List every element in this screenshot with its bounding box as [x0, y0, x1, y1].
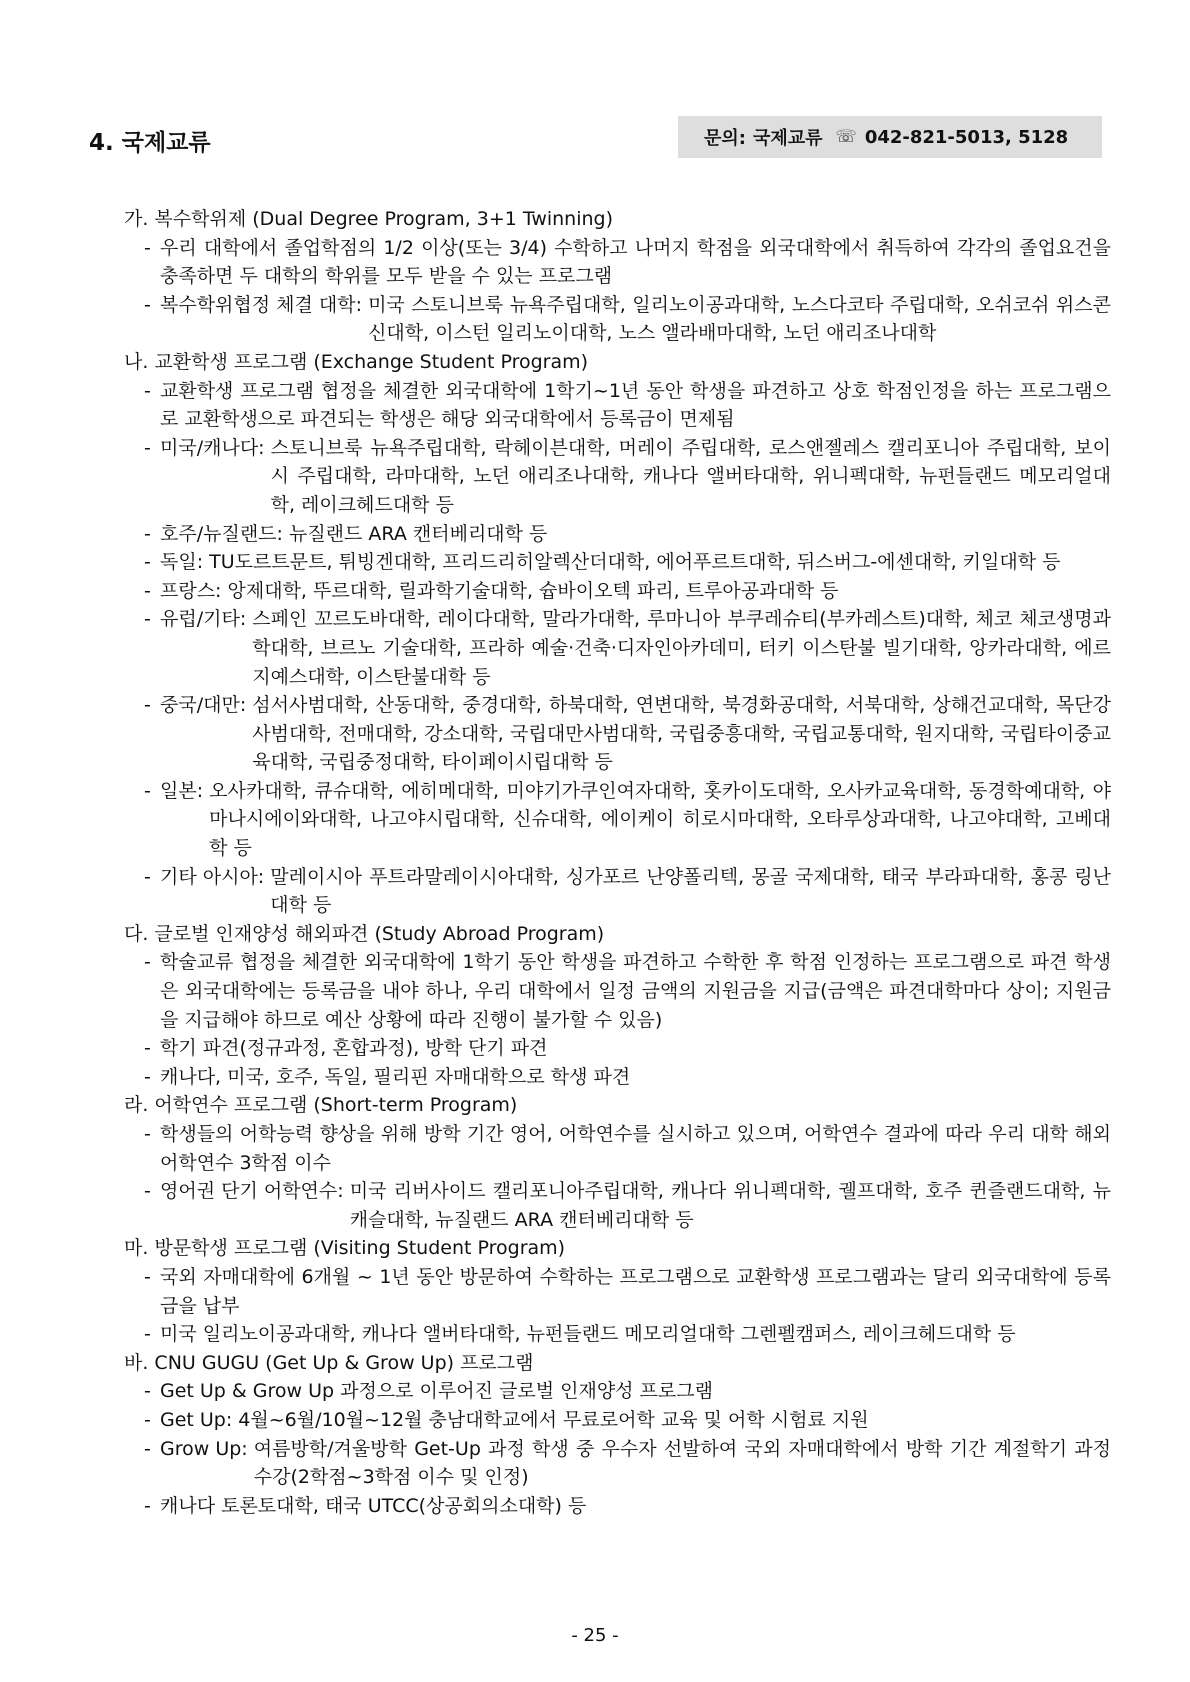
- bullet-item: [124, 1034, 1111, 1063]
- telephone-icon: ☏: [835, 127, 857, 147]
- bullet-item: [124, 1120, 1111, 1177]
- bullet-dash: -: [144, 1037, 151, 1060]
- bullet-item: [124, 1377, 1111, 1406]
- section-title: 다. 글로벌 인재양성 해외파견 (Study Abroad Program): [124, 922, 605, 945]
- bullet-dash: -: [144, 1323, 151, 1346]
- bullet-dash: -: [144, 1494, 151, 1517]
- bullet-dash: -: [144, 436, 151, 459]
- section-title: 바. CNU GUGU (Get Up & Grow Up) 프로그램: [124, 1351, 534, 1374]
- bullet-item: [124, 577, 1111, 606]
- bullet-item: [124, 1406, 1111, 1435]
- bullet-dash: -: [144, 579, 151, 602]
- section: [124, 920, 1111, 1092]
- bullet-item: [124, 291, 1111, 348]
- bullet-text: 캐나다 토론토대학, 태국 UTCC(상공회의소대학) 등: [160, 1494, 587, 1517]
- bullet-item: [124, 434, 1111, 520]
- bullet-value: 말레이시아 푸트라말레이시아대학, 싱가포르 난양폴리텍, 몽골 국제대학, 태국 부라파대학, 홍콩 링난대학 등: [270, 865, 1111, 917]
- bullet-item: [124, 1320, 1111, 1349]
- bullet-dash: -: [144, 522, 151, 545]
- bullet-key: 일본:: [160, 779, 210, 802]
- bullet-dash: -: [144, 951, 151, 974]
- bullet-key: 호주/뉴질랜드:: [160, 522, 289, 545]
- bullet-item: [124, 1492, 1111, 1521]
- section-title: 가. 복수학위제 (Dual Degree Program, 3+1 Twinning): [124, 208, 614, 230]
- bullet-dash: -: [144, 551, 151, 574]
- bullet-key: 유럽/기타:: [160, 608, 253, 631]
- bullet-key: 프랑스:: [160, 579, 228, 602]
- document-body: [124, 205, 1111, 1520]
- section: [124, 1091, 1111, 1234]
- bullet-text: 미국 일리노이공과대학, 캐나다 앨버타대학, 뉴펀들랜드 메모리얼대학 그렌펠캠퍼스, 레이크헤드대학 등: [160, 1323, 1016, 1346]
- bullet-dash: -: [144, 1265, 151, 1288]
- bullet-dash: -: [144, 293, 151, 316]
- bullet-value: 스토니브룩 뉴욕주립대학, 락헤이븐대학, 머레이 주립대학, 로스앤젤레스 캘리포니아 주립대학, 보이시 주립대학, 라마대학, 노던 애리조나대학, 캐나다 앨버타대학, 위니펙대학, 뉴펀들랜드 메모리얼대학, 레이크헤드대학 등: [270, 436, 1111, 516]
- bullet-dash: -: [144, 694, 151, 717]
- bullet-text: 학술교류 협정을 체결한 외국대학에 1학기 동안 학생을 파견하고 수학한 후 학점 인정하는 프로그램으로 파견 학생은 외국대학에는 등록금을 내야 하나, 우리 대학에서 일정 금액의 지원금을 지급(금액은 파견대학마다 상이; 지원금을 지급해야 하므로 예산 상황에 따라 진행이 불가할 수 있음): [160, 951, 1111, 1031]
- bullet-key: 영어권 단기 어학연수:: [160, 1180, 350, 1203]
- bullet-text: 학생들의 어학능력 향상을 위해 방학 기간 영어, 어학연수를 실시하고 있으며, 어학연수 결과에 따라 우리 대학 해외어학연수 3학점 이수: [160, 1123, 1111, 1174]
- bullet-item: [124, 948, 1111, 1034]
- bullet-dash: -: [144, 779, 151, 802]
- contact-phone: 042-821-5013, 5128: [864, 126, 1069, 148]
- bullet-value: 앙제대학, 뚜르대학, 릴과학기술대학, 슙바이오텍 파리, 트루아공과대학 등: [227, 579, 839, 602]
- bullet-item: [124, 1063, 1111, 1092]
- bullet-text: 우리 대학에서 졸업학점의 1/2 이상(또는 3/4) 수학하고 나머지 학점을 외국대학에서 취득하여 각각의 졸업요건을 충족하면 두 대학의 학위를 모두 받을 수 있는 프로그램: [160, 236, 1111, 288]
- bullet-key: 미국/캐나다:: [160, 436, 271, 459]
- page-number: - 25 -: [571, 1625, 619, 1646]
- section: [124, 205, 1111, 348]
- bullet-value: 오사카대학, 큐슈대학, 에히메대학, 미야기가쿠인여자대학, 홋카이도대학, 오사카교육대학, 동경학예대학, 야마나시에이와대학, 나고야시립대학, 신슈대학, 에이케이 히로시마대학, 오타루상과대학, 나고야대학, 고베대학 등: [209, 779, 1111, 860]
- bullet-value: 미국 스토니브룩 뉴욕주립대학, 일리노이공과대학, 노스다코타 주립대학, 오쉬코쉬 위스콘신대학, 이스턴 일리노이대학, 노스 앨라배마대학, 노던 애리조나대학: [368, 293, 1111, 345]
- bullet-item: [124, 863, 1111, 920]
- bullet-item: [124, 234, 1111, 291]
- bullet-item: [124, 1177, 1111, 1234]
- bullet-value: 뉴질랜드 ARA 캔터베리대학 등: [288, 522, 548, 545]
- bullet-key: 중국/대만:: [160, 694, 253, 717]
- bullet-item: [124, 1263, 1111, 1320]
- contact-box: [678, 116, 1102, 158]
- section-title: 라. 어학연수 프로그램 (Short-term Program): [124, 1094, 518, 1117]
- bullet-text: 학기 파견(정규과정, 혼합과정), 방학 단기 파견: [160, 1037, 548, 1060]
- bullet-value: TU도르트문트, 튀빙겐대학, 프리드리히알렉산더대학, 에어푸르트대학, 뒤스버그-에센대학, 키일대학 등: [209, 551, 1061, 574]
- bullet-dash: -: [144, 1123, 151, 1145]
- bullet-item: [124, 605, 1111, 691]
- bullet-key: 기타 아시아:: [160, 865, 271, 888]
- bullet-dash: -: [144, 1065, 151, 1088]
- bullet-value: 여름방학/겨울방학 Get-Up 과정 학생 중 우수자 선발하여 국외 자매대학에서 방학 기간 계절학기 과정 수강(2학점~3학점 이수 및 인정): [253, 1437, 1111, 1489]
- bullet-text: Get Up & Grow Up 과정으로 이루어진 글로벌 인재양성 프로그램: [160, 1380, 713, 1403]
- bullet-dash: -: [144, 1180, 151, 1203]
- bullet-item: [124, 777, 1111, 863]
- section-title: 마. 방문학생 프로그램 (Visiting Student Program): [124, 1237, 566, 1260]
- bullet-text: Get Up: 4월~6월/10월~12월 충남대학교에서 무료로어학 교육 및 어학 시험료 지원: [160, 1408, 869, 1431]
- section-title: 나. 교환학생 프로그램 (Exchange Student Program): [124, 350, 589, 373]
- bullet-text: 국외 자매대학에 6개월 ~ 1년 동안 방문하여 수학하는 프로그램으로 교환학생 프로그램과는 달리 외국대학에 등록금을 납부: [160, 1265, 1111, 1317]
- bullet-item: [124, 520, 1111, 549]
- page-title: 4. 국제교류: [89, 130, 211, 156]
- bullet-item: [124, 1435, 1111, 1492]
- bullet-value: 스페인 꼬르도바대학, 레이다대학, 말라가대학, 루마니아 부쿠레슈티(부카레스트)대학, 체코 체코생명과학대학, 브르노 기술대학, 프라하 예술·건축·디자인아카데미, 터키 이스탄불 빌기대학, 앙카라대학, 에르지예스대학, 이스탄불대학 등: [252, 608, 1111, 688]
- contact-label: 문의:: [704, 128, 746, 149]
- bullet-item: [124, 377, 1111, 434]
- bullet-item: [124, 548, 1111, 577]
- section: [124, 348, 1111, 920]
- bullet-value: 미국 리버사이드 캘리포니아주립대학, 캐나다 위니펙대학, 궬프대학, 호주 퀸즐랜드대학, 뉴캐슬대학, 뉴질랜드 ARA 캔터베리대학 등: [349, 1180, 1111, 1231]
- bullet-value: 섬서사범대학, 산동대학, 중경대학, 하북대학, 연변대학, 북경화공대학, 서북대학, 상해건교대학, 목단강사범대학, 전매대학, 강소대학, 국립대만사범대학, 국립중흥대학, 국립교통대학, 원지대학, 국립타이중교육대학, 국립중정대학, 타이페이시립대학 등: [252, 694, 1111, 774]
- bullet-text: 캐나다, 미국, 호주, 독일, 필리핀 자매대학으로 학생 파견: [160, 1065, 631, 1088]
- bullet-dash: -: [144, 608, 151, 631]
- bullet-dash: -: [144, 1437, 151, 1460]
- contact-dept: 국제교류: [752, 128, 823, 149]
- bullet-key: 독일:: [160, 551, 210, 574]
- bullet-dash: -: [144, 1380, 151, 1403]
- bullet-key: 복수학위협정 체결 대학:: [160, 293, 369, 316]
- bullet-item: [124, 691, 1111, 777]
- section: [124, 1349, 1111, 1521]
- bullet-dash: -: [144, 1408, 151, 1431]
- section: [124, 1234, 1111, 1348]
- bullet-dash: -: [144, 865, 151, 888]
- bullet-dash: -: [144, 236, 151, 259]
- bullet-key: Grow Up:: [160, 1437, 254, 1460]
- bullet-text: 교환학생 프로그램 협정을 체결한 외국대학에 1학기~1년 동안 학생을 파견하고 상호 학점인정을 하는 프로그램으로 교환학생으로 파견되는 학생은 해당 외국대학에서 등록금이 면제됨: [160, 379, 1111, 431]
- bullet-dash: -: [144, 379, 151, 402]
